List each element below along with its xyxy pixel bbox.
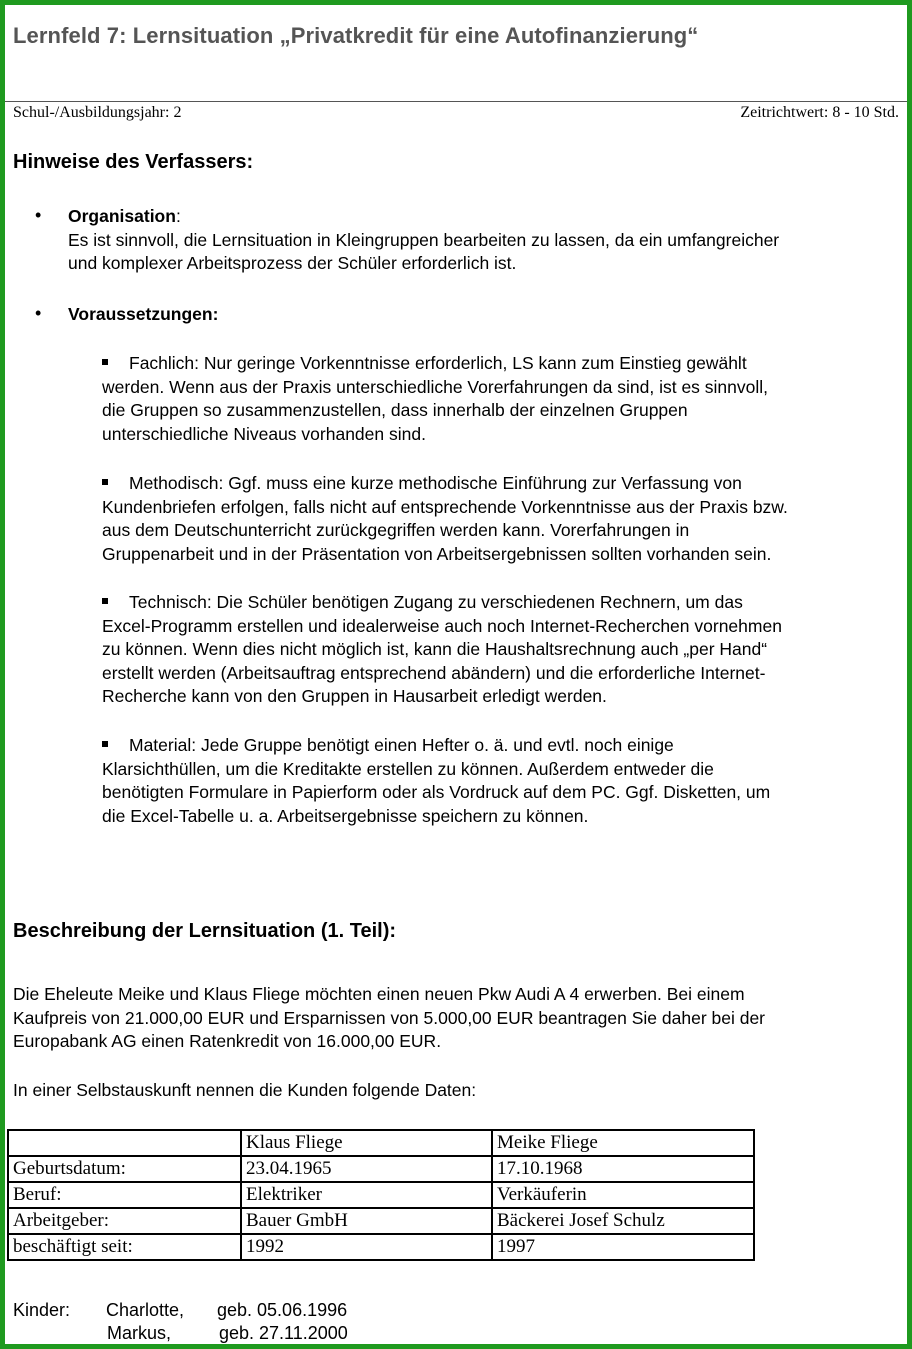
- description-paragraph: [13, 983, 765, 1054]
- child-birth: geb. 05.06.1996: [217, 1300, 348, 1320]
- school-year: Schul-/Ausbildungsjahr: 2: [13, 104, 182, 121]
- square-bullet-icon: [102, 741, 108, 747]
- item-line: Klarsichthüllen, um die Kreditakte erstellen zu können. Außerdem entweder die: [102, 758, 714, 779]
- prereq-item-fachlich: [102, 352, 768, 446]
- organisation-colon: :: [175, 206, 181, 226]
- table-cell: 1997: [492, 1234, 754, 1260]
- child-birth: geb. 27.11.2000: [219, 1323, 348, 1343]
- table-cell: Elektriker: [241, 1182, 492, 1208]
- table-header-row: [8, 1130, 754, 1156]
- table-row: [8, 1182, 754, 1208]
- item-line: Material: Jede Gruppe benötigt einen Hefter o. ä. und evtl. noch einige: [129, 735, 674, 755]
- item-line: Methodisch: Ggf. muss eine kurze methodische Einführung zur Verfassung von: [129, 473, 742, 493]
- table-cell: 17.10.1968: [492, 1156, 754, 1182]
- table-cell: 23.04.1965: [241, 1156, 492, 1182]
- table-cell: Klaus Fliege: [241, 1130, 492, 1156]
- self-disclosure-intro: In einer Selbstauskunft nennen die Kunden folgende Daten:: [13, 1080, 477, 1100]
- child-name: Markus,: [107, 1323, 172, 1343]
- table-cell: Geburtsdatum:: [8, 1156, 241, 1182]
- prereq-label: Voraussetzungen:: [68, 304, 219, 324]
- description-line: Europabank AG einen Ratenkredit von 16.000,00 EUR.: [13, 1031, 442, 1051]
- description-line: Kaufpreis von 21.000,00 EUR und Ersparnissen von 5.000,00 EUR beantragen Sie daher bei der: [13, 1007, 766, 1028]
- item-line: Kundenbriefen erfolgen, falls nicht auf entsprechende Vorkenntnisse aus der Praxis bzw.: [102, 496, 788, 517]
- prereq-item-methodisch: [102, 472, 788, 566]
- page-title: Lernfeld 7: Lernsituation „Privatkredit für eine Autofinanzierung“: [13, 23, 699, 48]
- table-row: [8, 1208, 754, 1234]
- table-cell: Arbeitgeber:: [8, 1208, 241, 1234]
- item-line: werden. Wenn aus der Praxis unterschiedliche Vorerfahrungen da sind, ist es sinnvoll,: [102, 376, 769, 397]
- organisation-text-2: und komplexer Arbeitsprozess der Schüler erforderlich ist.: [68, 253, 517, 273]
- organisation-block: [68, 205, 779, 276]
- table-cell: Beruf:: [8, 1182, 241, 1208]
- child-name: Charlotte,: [106, 1300, 185, 1320]
- prereq-item-technisch: [102, 591, 782, 709]
- item-line: die Gruppen so zusammenzustellen, dass innerhalb der einzelnen Gruppen: [102, 400, 688, 420]
- description-heading: Beschreibung der Lernsituation (1. Teil):: [13, 920, 397, 942]
- notes-heading: Hinweise des Verfassers:: [13, 151, 254, 173]
- item-line: Recherche kann von den Gruppen in Hausarbeit erledigt werden.: [102, 686, 607, 706]
- table-cell: Meike Fliege: [492, 1130, 754, 1156]
- item-line: die Excel-Tabelle u. a. Arbeitsergebnisse speichern zu können.: [102, 805, 589, 826]
- table-cell: beschäftigt seit:: [8, 1234, 241, 1260]
- item-line: Gruppenarbeit und in der Präsentation von Arbeitsergebnissen sollten vorhanden sein.: [102, 543, 772, 564]
- children-label: Kinder:: [13, 1300, 71, 1320]
- square-bullet-icon: [102, 479, 108, 485]
- table-row: [8, 1234, 754, 1260]
- item-line: unterschiedliche Niveaus vorhanden sind.: [102, 423, 426, 444]
- table-cell: Verkäuferin: [492, 1182, 754, 1208]
- table-cell: Bäckerei Josef Schulz: [492, 1208, 754, 1234]
- header-divider: [5, 101, 907, 102]
- square-bullet-icon: [102, 359, 108, 365]
- item-line: aus dem Deutschunterricht zurückgegriffen werden kann. Vorerfahrungen in: [102, 520, 690, 540]
- item-line: Excel-Programm erstellen und idealerweise auch noch Internet-Recherchen vornehmen: [102, 615, 782, 636]
- organisation-text-1: Es ist sinnvoll, die Lernsituation in Kleingruppen bearbeiten zu lassen, da ein umfangreicher: [68, 229, 780, 250]
- table-cell: Bauer GmbH: [241, 1208, 492, 1234]
- prereq-label-block: [68, 303, 218, 327]
- time-value: Zeitrichtwert: 8 - 10 Std.: [740, 104, 899, 121]
- bullet-dot: •: [35, 303, 42, 323]
- item-line: Technisch: Die Schüler benötigen Zugang zu verschiedenen Rechnern, um das: [129, 592, 743, 612]
- description-line: Die Eheleute Meike und Klaus Fliege möchten einen neuen Pkw Audi A 4 erwerben. Bei einem: [13, 984, 745, 1004]
- item-line: erstellt werden (Arbeitsauftrag entsprechend abändern) und die erforderliche Internet-: [102, 662, 766, 683]
- organisation-label: Organisation: [68, 206, 176, 226]
- table-row: [8, 1156, 754, 1182]
- item-line: Fachlich: Nur geringe Vorkenntnisse erforderlich, LS kann zum Einstieg gewählt: [129, 353, 747, 373]
- bullet-dot: •: [35, 205, 42, 225]
- item-line: zu können. Wenn dies nicht möglich ist, kann die Haushaltsrechnung auch „per Hand“: [102, 639, 768, 659]
- square-bullet-icon: [102, 598, 108, 604]
- table-cell: [8, 1130, 241, 1156]
- item-line: benötigten Formulare in Papierform oder als Vordruck auf dem PC. Ggf. Disketten, um: [102, 782, 771, 802]
- customer-data-table: [7, 1129, 755, 1261]
- prereq-item-material: [102, 734, 770, 828]
- table-cell: 1992: [241, 1234, 492, 1260]
